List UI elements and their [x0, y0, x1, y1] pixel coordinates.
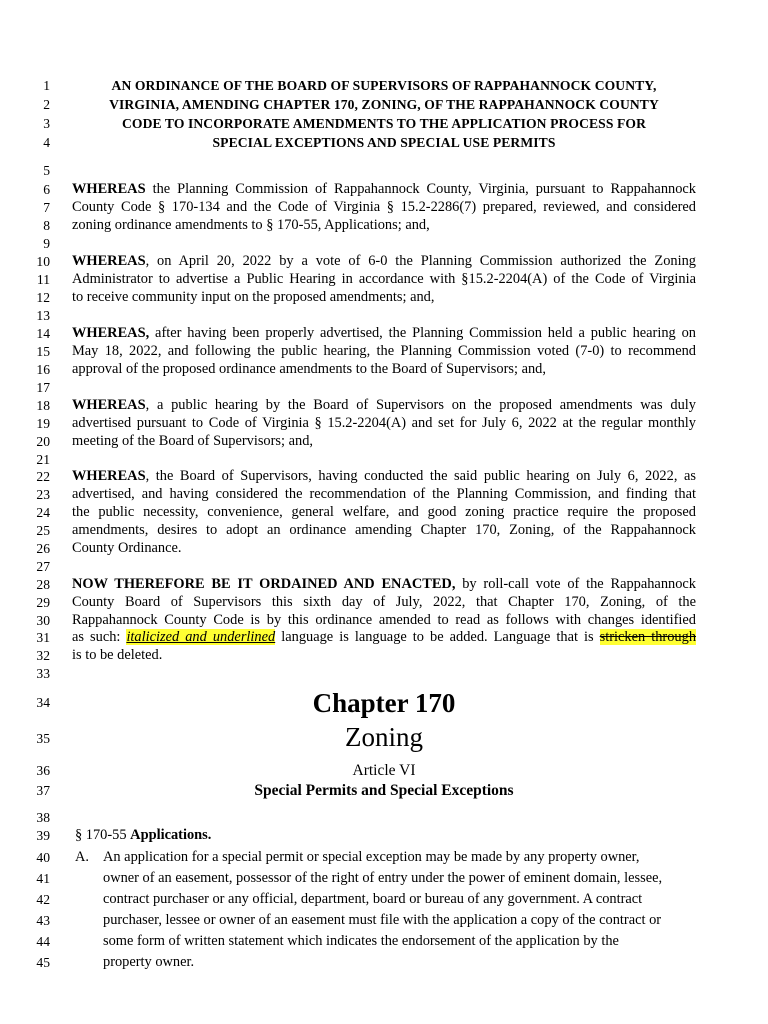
- text-run: as such:: [72, 629, 127, 645]
- section-number: § 170-55: [75, 827, 131, 843]
- line-10: [0, 252, 768, 271]
- line-number: 19: [36, 416, 50, 431]
- whereas-5-line-1: [72, 467, 696, 486]
- line-number: 40: [36, 850, 50, 865]
- text-run: language is language to be added. Language that is: [275, 629, 600, 645]
- text-run: , the Board of Supervisors, having conducted the said public hearing on July 6, 2022, as: [145, 468, 696, 484]
- line-5: [0, 161, 768, 180]
- whereas-2-line-2: Administrator to advertise a Public Hearing in accordance with §15.2-2204(A) of the Code of Virginia: [72, 271, 696, 287]
- ordinance-title-line-3: CODE TO INCORPORATE AMENDMENTS TO THE APPLICATION PROCESS FOR: [121, 116, 646, 131]
- item-marker: A.: [75, 849, 89, 865]
- item-a-line-2: owner of an easement, possessor of the right of entry under the power of eminent domain, lessee,: [103, 870, 663, 886]
- line-number: 15: [36, 344, 50, 359]
- ordained-line-4: [72, 628, 696, 647]
- line-number: 34: [36, 695, 50, 710]
- line-number: 23: [36, 487, 50, 502]
- added-language-sample: italicized and underlined: [126, 629, 276, 645]
- line-36: [0, 761, 768, 780]
- whereas-4-line-3: meeting of the Board of Supervisors; and,: [72, 433, 313, 449]
- line-7: [0, 198, 768, 217]
- whereas-2-line-1: [72, 252, 696, 271]
- ordinance-title-line-1: AN ORDINANCE OF THE BOARD OF SUPERVISORS OF RAPPAHANNOCK COUNTY,: [111, 78, 657, 93]
- whereas-3-line-1: [72, 324, 696, 343]
- whereas-lead: WHEREAS: [72, 397, 146, 413]
- line-9: [0, 234, 768, 253]
- text-run: by roll-call vote of the Rappahannock: [455, 576, 696, 592]
- line-number: 38: [36, 810, 50, 825]
- line-number: 14: [36, 326, 50, 341]
- line-4: [0, 133, 768, 152]
- line-number: 41: [36, 871, 50, 886]
- line-22: [0, 467, 768, 486]
- line-41: [0, 869, 768, 888]
- line-28: [0, 575, 768, 594]
- line-2: [0, 95, 768, 114]
- line-40: [0, 848, 768, 867]
- section-name: Applications.: [130, 827, 212, 843]
- whereas-2-line-3: to receive community input on the proposed amendments; and,: [72, 289, 435, 305]
- line-number: 21: [36, 452, 50, 467]
- line-number: 28: [36, 577, 50, 592]
- line-13: [0, 306, 768, 325]
- line-number: 20: [36, 434, 50, 449]
- line-number: 39: [36, 828, 50, 843]
- line-number: 32: [36, 648, 50, 663]
- whereas-lead: WHEREAS: [72, 253, 146, 269]
- line-number: 22: [36, 469, 50, 484]
- line-number: 5: [43, 163, 50, 178]
- item-a-line-4: purchaser, lessee or owner of an easement must file with the application a copy of the contract or: [103, 912, 662, 928]
- line-number: 4: [43, 135, 50, 150]
- line-6: [0, 180, 768, 199]
- whereas-5-line-4: amendments, desires to adopt an ordinance amending Chapter 170, Zoning, of the Rappahannock: [72, 522, 696, 538]
- item-a-line-6: property owner.: [103, 954, 195, 970]
- line-27: [0, 557, 768, 576]
- line-number: 29: [36, 595, 50, 610]
- whereas-5-line-3: the public necessity, convenience, general welfare, and good zoning practice require the proposed: [72, 504, 696, 520]
- line-39: [0, 826, 768, 845]
- line-number: 31: [36, 630, 50, 645]
- line-number: 2: [43, 97, 50, 112]
- article-title: Special Permits and Special Exceptions: [254, 782, 514, 799]
- line-29: [0, 593, 768, 612]
- whereas-1-line-1: [72, 180, 696, 199]
- line-16: [0, 360, 768, 379]
- line-23: [0, 485, 768, 504]
- line-number: 9: [43, 236, 50, 251]
- line-number: 17: [36, 380, 50, 395]
- line-number: 10: [36, 254, 50, 269]
- line-19: [0, 414, 768, 433]
- whereas-5-line-5: County Ordinance.: [72, 540, 182, 556]
- line-38: [0, 808, 768, 827]
- ordained-line-1: [72, 575, 696, 594]
- line-number: 37: [36, 783, 50, 798]
- whereas-5-line-2: advertised, and having considered the recommendation of the Planning Commission, and finding that: [72, 486, 696, 502]
- line-25: [0, 521, 768, 540]
- line-number: 33: [36, 666, 50, 681]
- line-number: 27: [36, 559, 50, 574]
- line-number: 45: [36, 955, 50, 970]
- line-1: [0, 76, 768, 95]
- line-24: [0, 503, 768, 522]
- line-number: 16: [36, 362, 50, 377]
- line-number: 43: [36, 913, 50, 928]
- section-heading: [75, 826, 699, 845]
- whereas-lead: WHEREAS,: [72, 325, 150, 341]
- whereas-lead: WHEREAS: [72, 468, 146, 484]
- line-number: 3: [43, 116, 50, 131]
- line-33: [0, 664, 768, 683]
- line-number: 30: [36, 613, 50, 628]
- text-run: , a public hearing by the Board of Supervisors on the proposed amendments was duly: [145, 397, 696, 413]
- chapter-subtitle: Zoning: [345, 722, 423, 752]
- line-31: [0, 628, 768, 647]
- deleted-language-sample: stricken through: [599, 629, 697, 645]
- line-number: 18: [36, 398, 50, 413]
- whereas-4-line-2: advertised pursuant to Code of Virginia § 15.2-2204(A) and set for July 6, 2022 at the regular monthly: [72, 415, 696, 431]
- line-44: [0, 932, 768, 951]
- line-number: 13: [36, 308, 50, 323]
- ordinance-title-line-4: SPECIAL EXCEPTIONS AND SPECIAL USE PERMITS: [212, 135, 556, 150]
- whereas-1-line-2: County Code § 170-134 and the Code of Virginia § 15.2-2286(7) prepared, reviewed, and considered: [72, 199, 696, 215]
- text-run: after having been properly advertised, the Planning Commission held a public hearing on: [149, 325, 696, 341]
- item-a-line-5: some form of written statement which indicates the endorsement of the application by the: [103, 933, 619, 949]
- line-number: 24: [36, 505, 50, 520]
- line-8: [0, 216, 768, 235]
- ordained-line-5: is to be deleted.: [72, 647, 163, 663]
- line-number: 35: [36, 731, 50, 746]
- ordained-line-3: Rappahannock County Code is by this ordinance amended to read as follows with changes identified: [72, 612, 696, 628]
- line-number: 42: [36, 892, 50, 907]
- line-number: 6: [43, 182, 50, 197]
- line-number: 1: [43, 78, 50, 93]
- whereas-4-line-1: [72, 396, 696, 415]
- item-a-line-3: contract purchaser or any official, department, board or bureau of any government. A contract: [103, 891, 643, 907]
- ordained-line-2: County Board of Supervisors this sixth day of July, 2022, that Chapter 170, Zoning, of the: [72, 594, 696, 610]
- line-43: [0, 911, 768, 930]
- line-45: [0, 953, 768, 972]
- whereas-lead: WHEREAS: [72, 181, 146, 197]
- line-37: [0, 781, 768, 800]
- line-17: [0, 378, 768, 397]
- whereas-1-line-3: zoning ordinance amendments to § 170-55, Applications; and,: [72, 217, 430, 233]
- line-number: 36: [36, 763, 50, 778]
- line-number: 11: [36, 272, 50, 287]
- line-35: [0, 722, 768, 752]
- line-15: [0, 342, 768, 361]
- line-3: [0, 114, 768, 133]
- line-32: [0, 646, 768, 665]
- line-42: [0, 890, 768, 909]
- line-20: [0, 432, 768, 451]
- line-26: [0, 539, 768, 558]
- line-12: [0, 288, 768, 307]
- line-14: [0, 324, 768, 343]
- text-run: , on April 20, 2022 by a vote of 6-0 the Planning Commission authorized the Zoning: [145, 253, 696, 269]
- line-number: 44: [36, 934, 50, 949]
- ordained-lead: NOW THEREFORE BE IT ORDAINED AND ENACTED,: [72, 576, 456, 592]
- line-34: [0, 688, 768, 718]
- chapter-title: Chapter 170: [312, 688, 456, 718]
- line-number: 12: [36, 290, 50, 305]
- line-number: 26: [36, 541, 50, 556]
- line-11: [0, 270, 768, 289]
- whereas-3-line-3: approval of the proposed ordinance amendments to the Board of Supervisors; and,: [72, 361, 546, 377]
- item-a-line-1: An application for a special permit or special exception may be made by any property owner,: [103, 849, 640, 865]
- article-number: Article VI: [352, 762, 416, 779]
- line-number: 8: [43, 218, 50, 233]
- whereas-3-line-2: May 18, 2022, and following the public hearing, the Planning Commission voted (7-0) to recommend: [72, 343, 696, 359]
- line-18: [0, 396, 768, 415]
- text-run: the Planning Commission of Rappahannock County, Virginia, pursuant to Rappahannock: [145, 181, 696, 197]
- line-number: 7: [43, 200, 50, 215]
- line-number: 25: [36, 523, 50, 538]
- ordinance-title-line-2: VIRGINIA, AMENDING CHAPTER 170, ZONING, OF THE RAPPAHANNOCK COUNTY: [109, 97, 659, 112]
